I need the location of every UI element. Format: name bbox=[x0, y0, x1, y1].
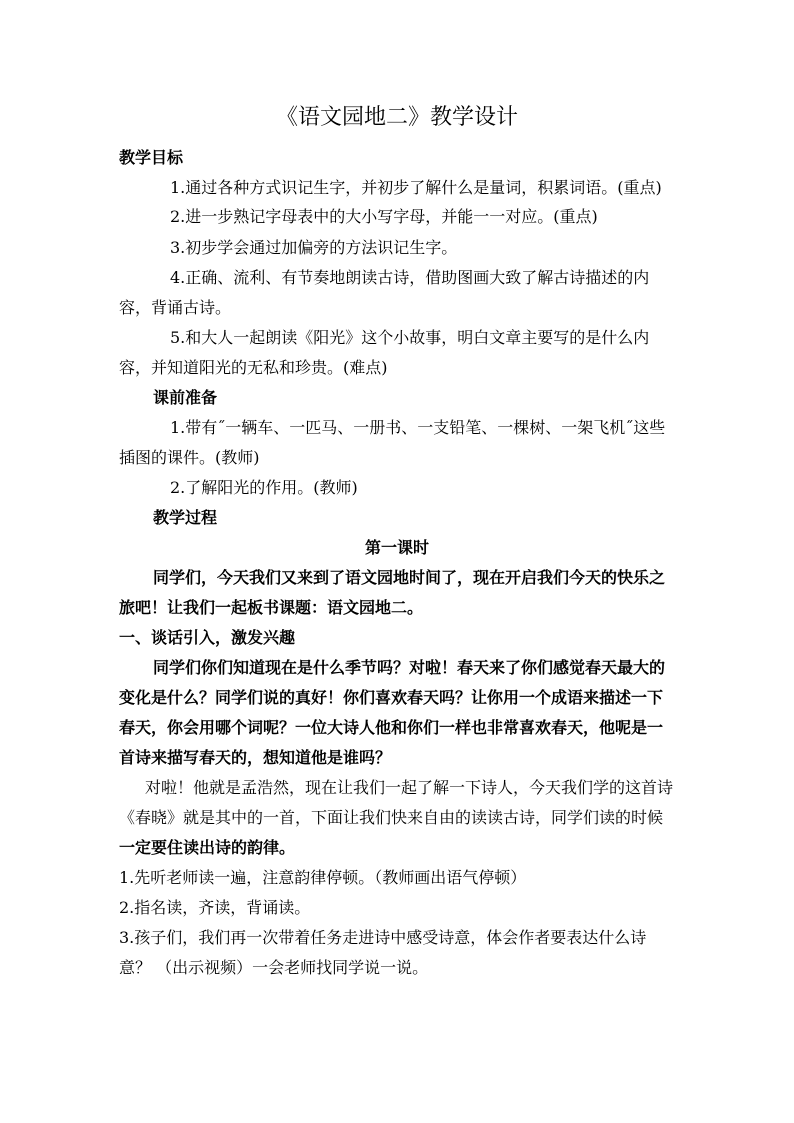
paragraph-line: 对啦！他就是孟浩然，现在让我们一起了解一下诗人，今天我们学的这首诗 bbox=[145, 778, 674, 797]
intro-line: 旅吧！让我们一起板书课题：语文园地二。 bbox=[119, 598, 424, 617]
step-item: 2.指名读，齐读，背诵读。 bbox=[119, 898, 311, 917]
goal-item: 2.进一步熟记字母表中的大小写字母，并能一一对应。(重点) bbox=[170, 207, 598, 226]
paragraph-line: 《春晓》就是其中的一首，下面让我们快来自由的读读古诗，同学们读的时候 bbox=[119, 808, 664, 827]
page-title: 《语文园地二》教学设计 bbox=[275, 105, 518, 130]
step-item: 1.先听老师读一遍，注意韵律停顿。（教师画出语气停顿） bbox=[119, 868, 527, 887]
goal-item: 3.初步学会通过加偏旁的方法识记生字。 bbox=[170, 238, 458, 257]
prep-item: 1.带有˝一辆车、一匹马、一册书、一支铅笔、一棵树、一架飞机˝这些 bbox=[170, 418, 666, 437]
paragraph-line: 变化是什么？同学们说的真好！你们喜欢春天吗？让你用一个成语来描述一下 bbox=[119, 688, 664, 707]
prep-item: 2.了解阳光的作用。(教师) bbox=[170, 478, 358, 497]
prep-heading: 课前准备 bbox=[153, 388, 218, 407]
goal-item: 1.通过各种方式识记生字，并初步了解什么是量词，积累词语。(重点) bbox=[170, 178, 662, 197]
paragraph-line: 首诗来描写春天的，想知道他是谁吗？ bbox=[119, 748, 392, 767]
step-item: 3.孩子们，我们再一次带着任务走进诗中感受诗意，体会作者要表达什么诗 bbox=[119, 928, 647, 947]
paragraph-line: 一定要住读出诗的韵律。 bbox=[119, 838, 296, 857]
goals-heading: 教学目标 bbox=[119, 148, 184, 167]
goal-item: 5.和大人一起朗读《阳光》这个小故事，明白文章主要写的是什么内 bbox=[170, 328, 650, 347]
prep-item-continuation: 插图的课件。(教师) bbox=[119, 448, 260, 467]
step-item-continuation: 意？ （出示视频）一会老师找同学说一说。 bbox=[119, 958, 429, 977]
process-heading: 教学过程 bbox=[153, 508, 218, 527]
goal-item-continuation: 容，并知道阳光的无私和珍贵。(难点) bbox=[119, 358, 388, 377]
goal-item-continuation: 容，背诵古诗。 bbox=[119, 298, 232, 317]
lesson-heading: 第一课时 bbox=[364, 538, 429, 557]
paragraph-line: 春天，你会用哪个词呢？一位大诗人他和你们一样也非常喜欢春天，他呢是一 bbox=[119, 718, 664, 737]
paragraph-line: 同学们你们知道现在是什么季节吗？对啦！春天来了你们感觉春天最大的 bbox=[153, 658, 666, 677]
goal-item: 4.正确、流利、有节奏地朗读古诗，借助图画大致了解古诗描述的内 bbox=[170, 268, 650, 287]
intro-line: 同学们，今天我们又来到了语文园地时间了，现在开启我们今天的快乐之 bbox=[153, 568, 666, 587]
section-heading: 一、谈话引入，激发兴趣 bbox=[119, 628, 296, 647]
